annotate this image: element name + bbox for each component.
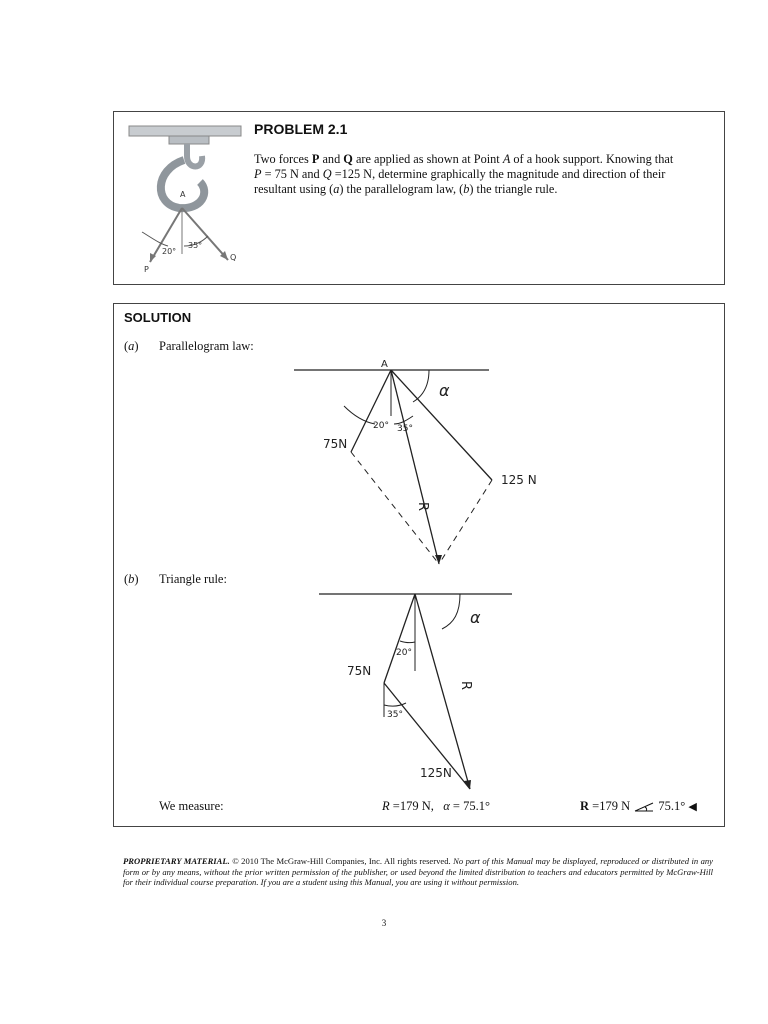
hook-mount: [169, 136, 209, 144]
force-125n-label: 125 N: [501, 473, 537, 487]
angle-20-label: 20°: [396, 648, 412, 658]
triangle-figure: [314, 587, 534, 797]
force-125n-label: 125N: [420, 766, 452, 780]
page-number: 3: [381, 918, 387, 928]
alpha-arc: [442, 594, 460, 629]
footer-notice: PROPRIETARY MATERIAL. © 2010 The McGraw-Hill Companies, Inc. All rights reserved. No part of this Manual may be displayed, reproduced or distributed in any form or by any means, without the prior written permission of the publisher, or used beyond the limited distribution to teachers and educators permitted by McGraw-Hill for their individual course preparation. If you are a student using this Manual, you are using it without permission.: [123, 856, 713, 887]
ceiling-plate: [129, 126, 241, 136]
part-a-label: Parallelogram law:: [159, 339, 254, 353]
force-q-label: Q: [230, 253, 237, 262]
point-a-label: A: [381, 359, 388, 370]
resultant-label: R: [458, 681, 473, 691]
measured-values: R =179 N, α = 75.1°: [382, 799, 490, 813]
hook-figure: [124, 120, 254, 280]
force-q-line: [182, 208, 228, 260]
force-75n-label: 75N: [323, 437, 348, 451]
problem-title: PROBLEM 2.1: [254, 121, 348, 137]
problem-box: [113, 111, 725, 285]
angle-20-label: 20°: [373, 421, 389, 431]
problem-statement: Two forces P and Q are applied as shown at Point A of a hook support. Knowing that P = 75 N and Q =125 N, determine graphically the magnitude and direction of their resultant using (a) the parallelogram law, (b) the triangle rule.: [254, 152, 674, 196]
resultant-vector: [391, 370, 439, 564]
part-b-marker: (b): [124, 572, 139, 586]
answer-marker-icon: ◀: [688, 800, 697, 813]
resultant-arrowhead: [464, 780, 471, 789]
part-b-label: Triangle rule:: [159, 572, 227, 586]
force-p-label: P: [144, 265, 149, 274]
solution-title: SOLUTION: [124, 310, 192, 325]
alpha-label: α: [439, 381, 450, 400]
hook-top: [187, 144, 202, 167]
direction-arrow-icon: [633, 801, 655, 813]
measure-label: We measure:: [159, 799, 224, 813]
part-a-marker: (a): [124, 339, 139, 353]
alpha-label: α: [470, 608, 481, 627]
angle-20-label: 20°: [162, 247, 177, 256]
point-a-label: A: [180, 190, 186, 199]
resultant-label: R: [415, 502, 430, 512]
force-p-vector: [351, 370, 391, 452]
angle-35-label: 35°: [188, 241, 203, 250]
angle-arc-20: [344, 406, 375, 424]
force-75n-label: 75N: [347, 664, 372, 678]
solution-box: [113, 303, 725, 827]
angle-35-label: 35°: [387, 710, 403, 720]
angle-arc-20: [400, 641, 415, 643]
parallelogram-figure: [289, 356, 549, 576]
force-p-vector: [384, 594, 415, 683]
final-answer: R =179 N 75.1° ◀: [580, 799, 697, 813]
angle-35-label: 35°: [397, 424, 413, 434]
resultant-vector: [415, 594, 470, 789]
parallelogram-dashed-side-2: [439, 480, 492, 564]
